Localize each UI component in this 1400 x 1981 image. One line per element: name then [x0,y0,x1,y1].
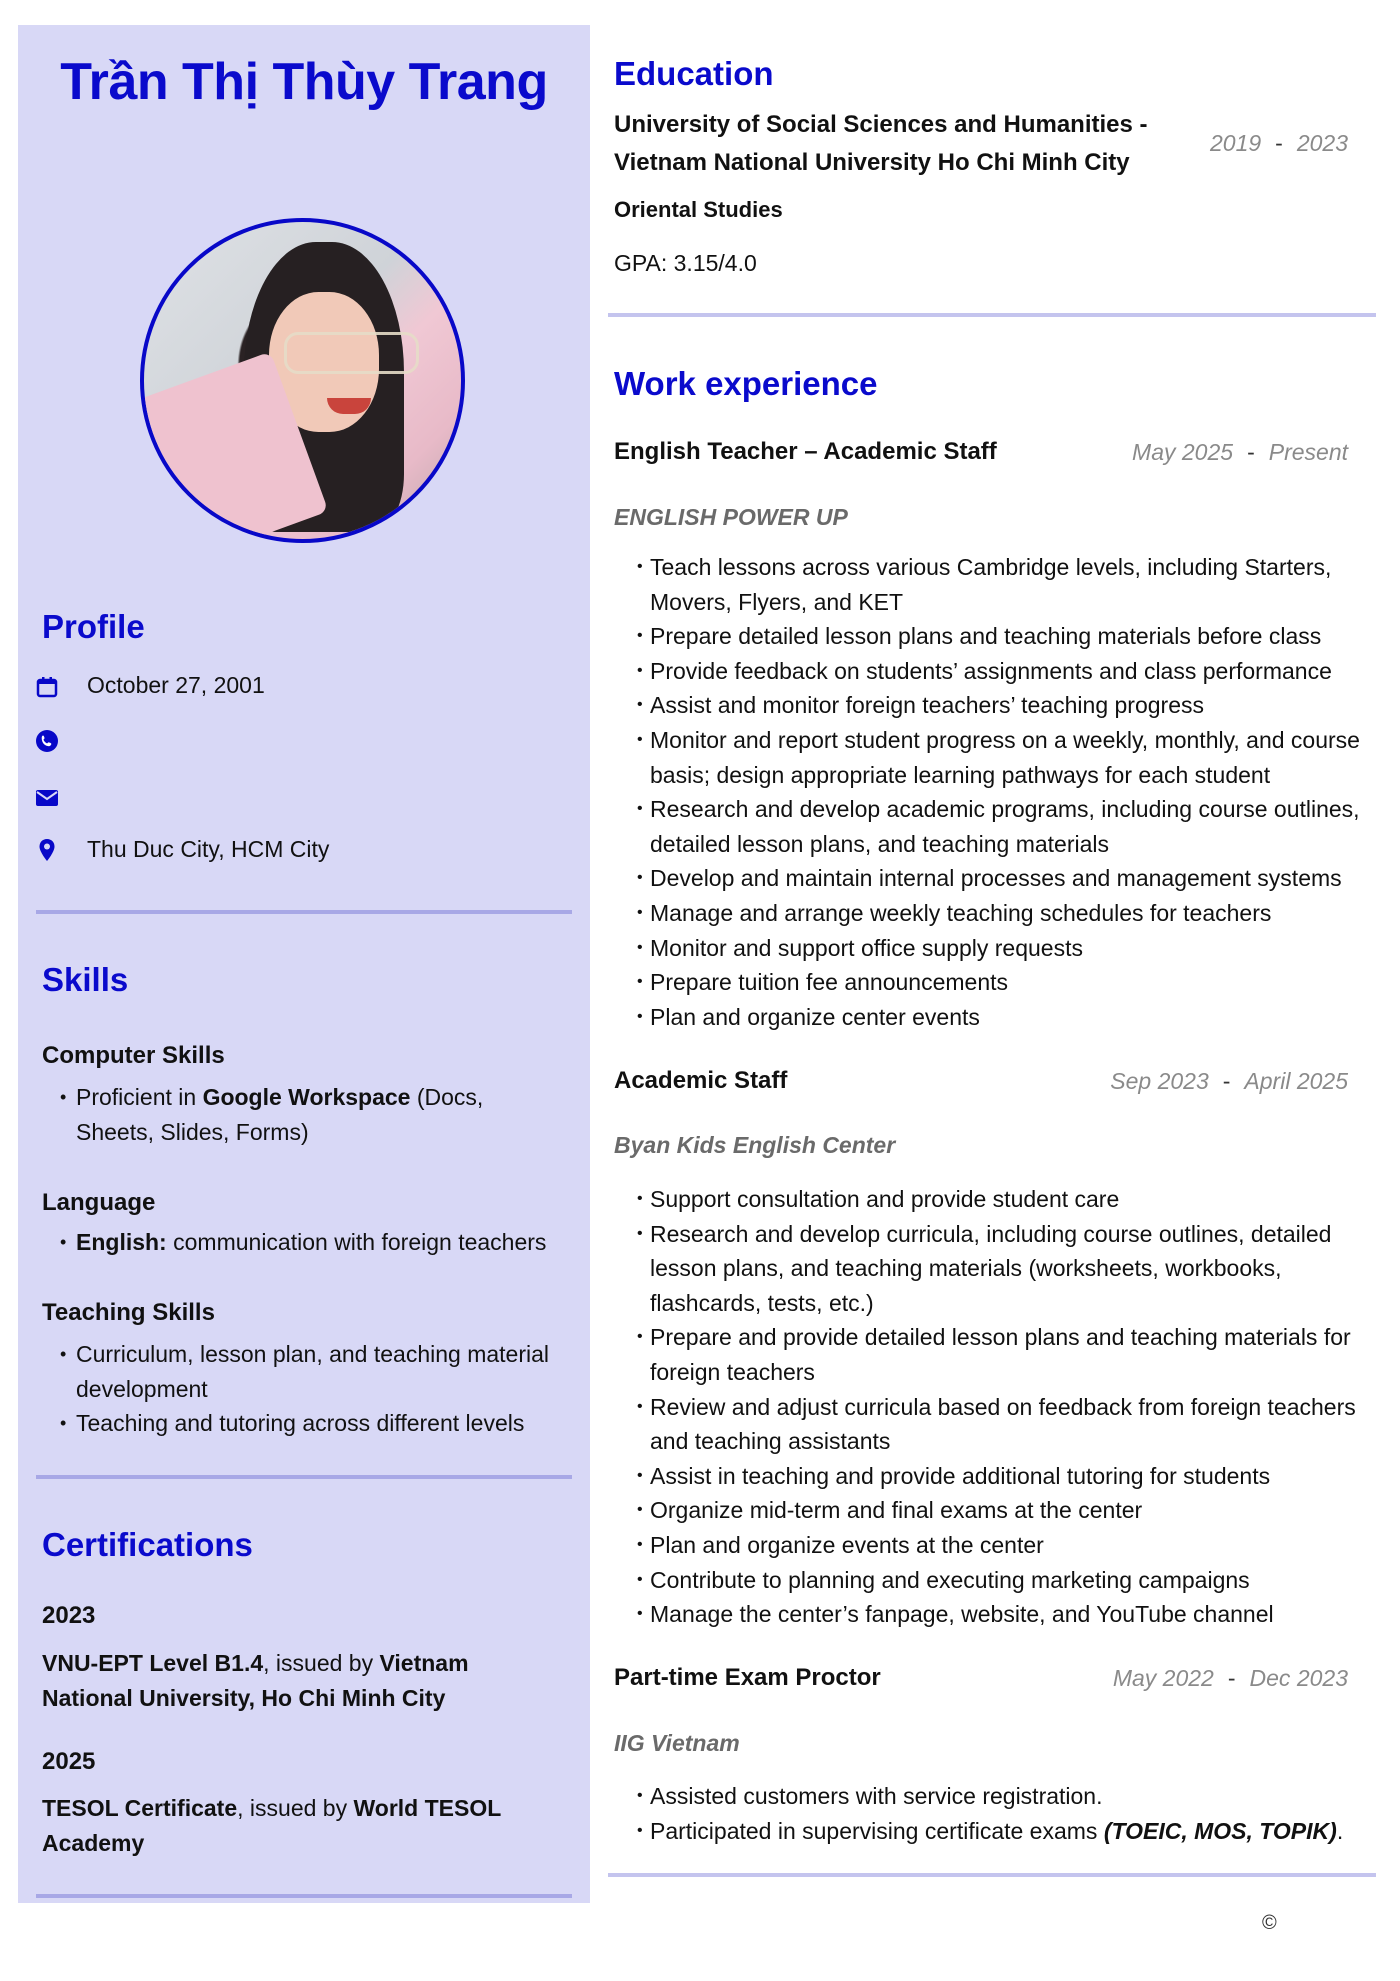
job-bullet: • Teach lessons across various Cambridge levels, including Starters, Movers, Flyers, and KET [650,550,1370,619]
calendar-icon [35,675,59,699]
school-name-line1: University of Social Sciences and Humanities - [614,111,1148,138]
candidate-name: Trần Thị Thùy Trang [60,53,548,111]
job-bullet: • Assisted customers with service registration. [650,1779,1370,1814]
job-bullet: • Prepare and provide detailed lesson plans and teaching materials for foreign teachers [650,1320,1370,1389]
sidebar-divider [36,1894,572,1898]
sidebar-divider [36,1475,572,1479]
job-company: ENGLISH POWER UP [614,504,848,530]
job-dates: May 2025 - Present [1132,439,1348,465]
cert-item: TESOL Certificate, issued by World TESOL Academy [42,1795,501,1856]
job-company: Byan Kids English Center [614,1132,896,1158]
photo-glasses [284,332,419,374]
job-bullet: • Support consultation and provide student care [650,1182,1370,1217]
main-divider [608,1873,1376,1877]
computer-skills-heading: Computer Skills [42,1042,225,1069]
skill-item: • Proficient in Google Workspace (Docs, Sheets, Slides, Forms) [76,1080,566,1150]
school-name-line2: Vietnam National University Ho Chi Minh City [614,149,1130,176]
cert-year: 2025 [42,1748,96,1775]
main-divider [608,313,1376,317]
job-role: Part-time Exam Proctor [614,1664,881,1691]
job-bullet: • Assist in teaching and provide additional tutoring for students [650,1459,1370,1494]
job-bullet: • Contribute to planning and executing marketing campaigns [650,1563,1370,1598]
location: Thu Duc City, HCM City [87,836,330,862]
job-bullet: • Monitor and support office supply requests [650,931,1370,966]
education-dates: 2019 - 2023 [1209,130,1348,156]
skill-item: • Teaching and tutoring across different levels [76,1406,576,1441]
copyright-symbol: © [1262,1912,1277,1934]
teaching-skills-heading: Teaching Skills [42,1299,215,1326]
certifications-heading: Certifications [42,1526,253,1563]
job-dates: May 2022 - Dec 2023 [1112,1665,1348,1691]
cert-year: 2023 [42,1602,96,1629]
job-dates: Sep 2023 - April 2025 [1110,1068,1348,1094]
gpa: GPA: 3.15/4.0 [614,250,757,276]
email-icon [35,786,59,810]
job-bullet: • Prepare tuition fee announcements [650,965,1370,1000]
location-icon [35,838,59,862]
job-bullet: • Research and develop academic programs, including course outlines, detailed lesson plans, and teaching materials [650,792,1370,861]
job-bullets [650,1779,1370,1848]
skill-item: • Curriculum, lesson plan, and teaching material development [76,1337,566,1407]
job-bullet: • Manage the center’s fanpage, website, and YouTube channel [650,1597,1370,1632]
major: Oriental Studies [614,197,783,222]
sidebar-divider [36,910,572,914]
phone-icon [35,729,59,753]
job-bullet: • Prepare detailed lesson plans and teaching materials before class [650,619,1370,654]
job-bullet: • Plan and organize events at the center [650,1528,1370,1563]
job-bullet: • Research and develop curricula, including course outlines, detailed lesson plans, and teaching materials (worksheets, workbooks, flashcards, tests, etc.) [650,1217,1370,1321]
job-bullet: • Develop and maintain internal processes and management systems [650,861,1370,896]
birth-date: October 27, 2001 [87,672,265,698]
job-company: IIG Vietnam [614,1730,740,1756]
job-bullet: • Review and adjust curricula based on feedback from foreign teachers and teaching assistants [650,1390,1370,1459]
job-bullet: • Monitor and report student progress on a weekly, monthly, and course basis; design appropriate learning pathways for each student [650,723,1370,792]
job-role: Academic Staff [614,1067,788,1094]
job-bullet: • Plan and organize center events [650,1000,1370,1035]
job-bullet: • Assist and monitor foreign teachers’ teaching progress [650,688,1370,723]
job-bullet: • Organize mid-term and final exams at the center [650,1493,1370,1528]
job-role: English Teacher – Academic Staff [614,438,997,465]
work-heading: Work experience [614,365,878,402]
language-heading: Language [42,1189,156,1216]
job-bullet: • Manage and arrange weekly teaching schedules for teachers [650,896,1370,931]
profile-photo [140,218,465,543]
education-heading: Education [614,55,774,92]
job-bullets [650,1182,1370,1632]
skills-heading: Skills [42,961,129,998]
job-bullet: • Provide feedback on students’ assignments and class performance [650,654,1370,689]
cert-item: VNU-EPT Level B1.4, issued by Vietnam National University, Ho Chi Minh City [42,1650,469,1711]
skill-item: • English: communication with foreign teachers [76,1225,576,1260]
job-bullet: • Participated in supervising certificate exams (TOEIC, MOS, TOPIK). [650,1814,1370,1849]
profile-heading: Profile [42,608,145,645]
job-bullets [650,550,1370,1034]
